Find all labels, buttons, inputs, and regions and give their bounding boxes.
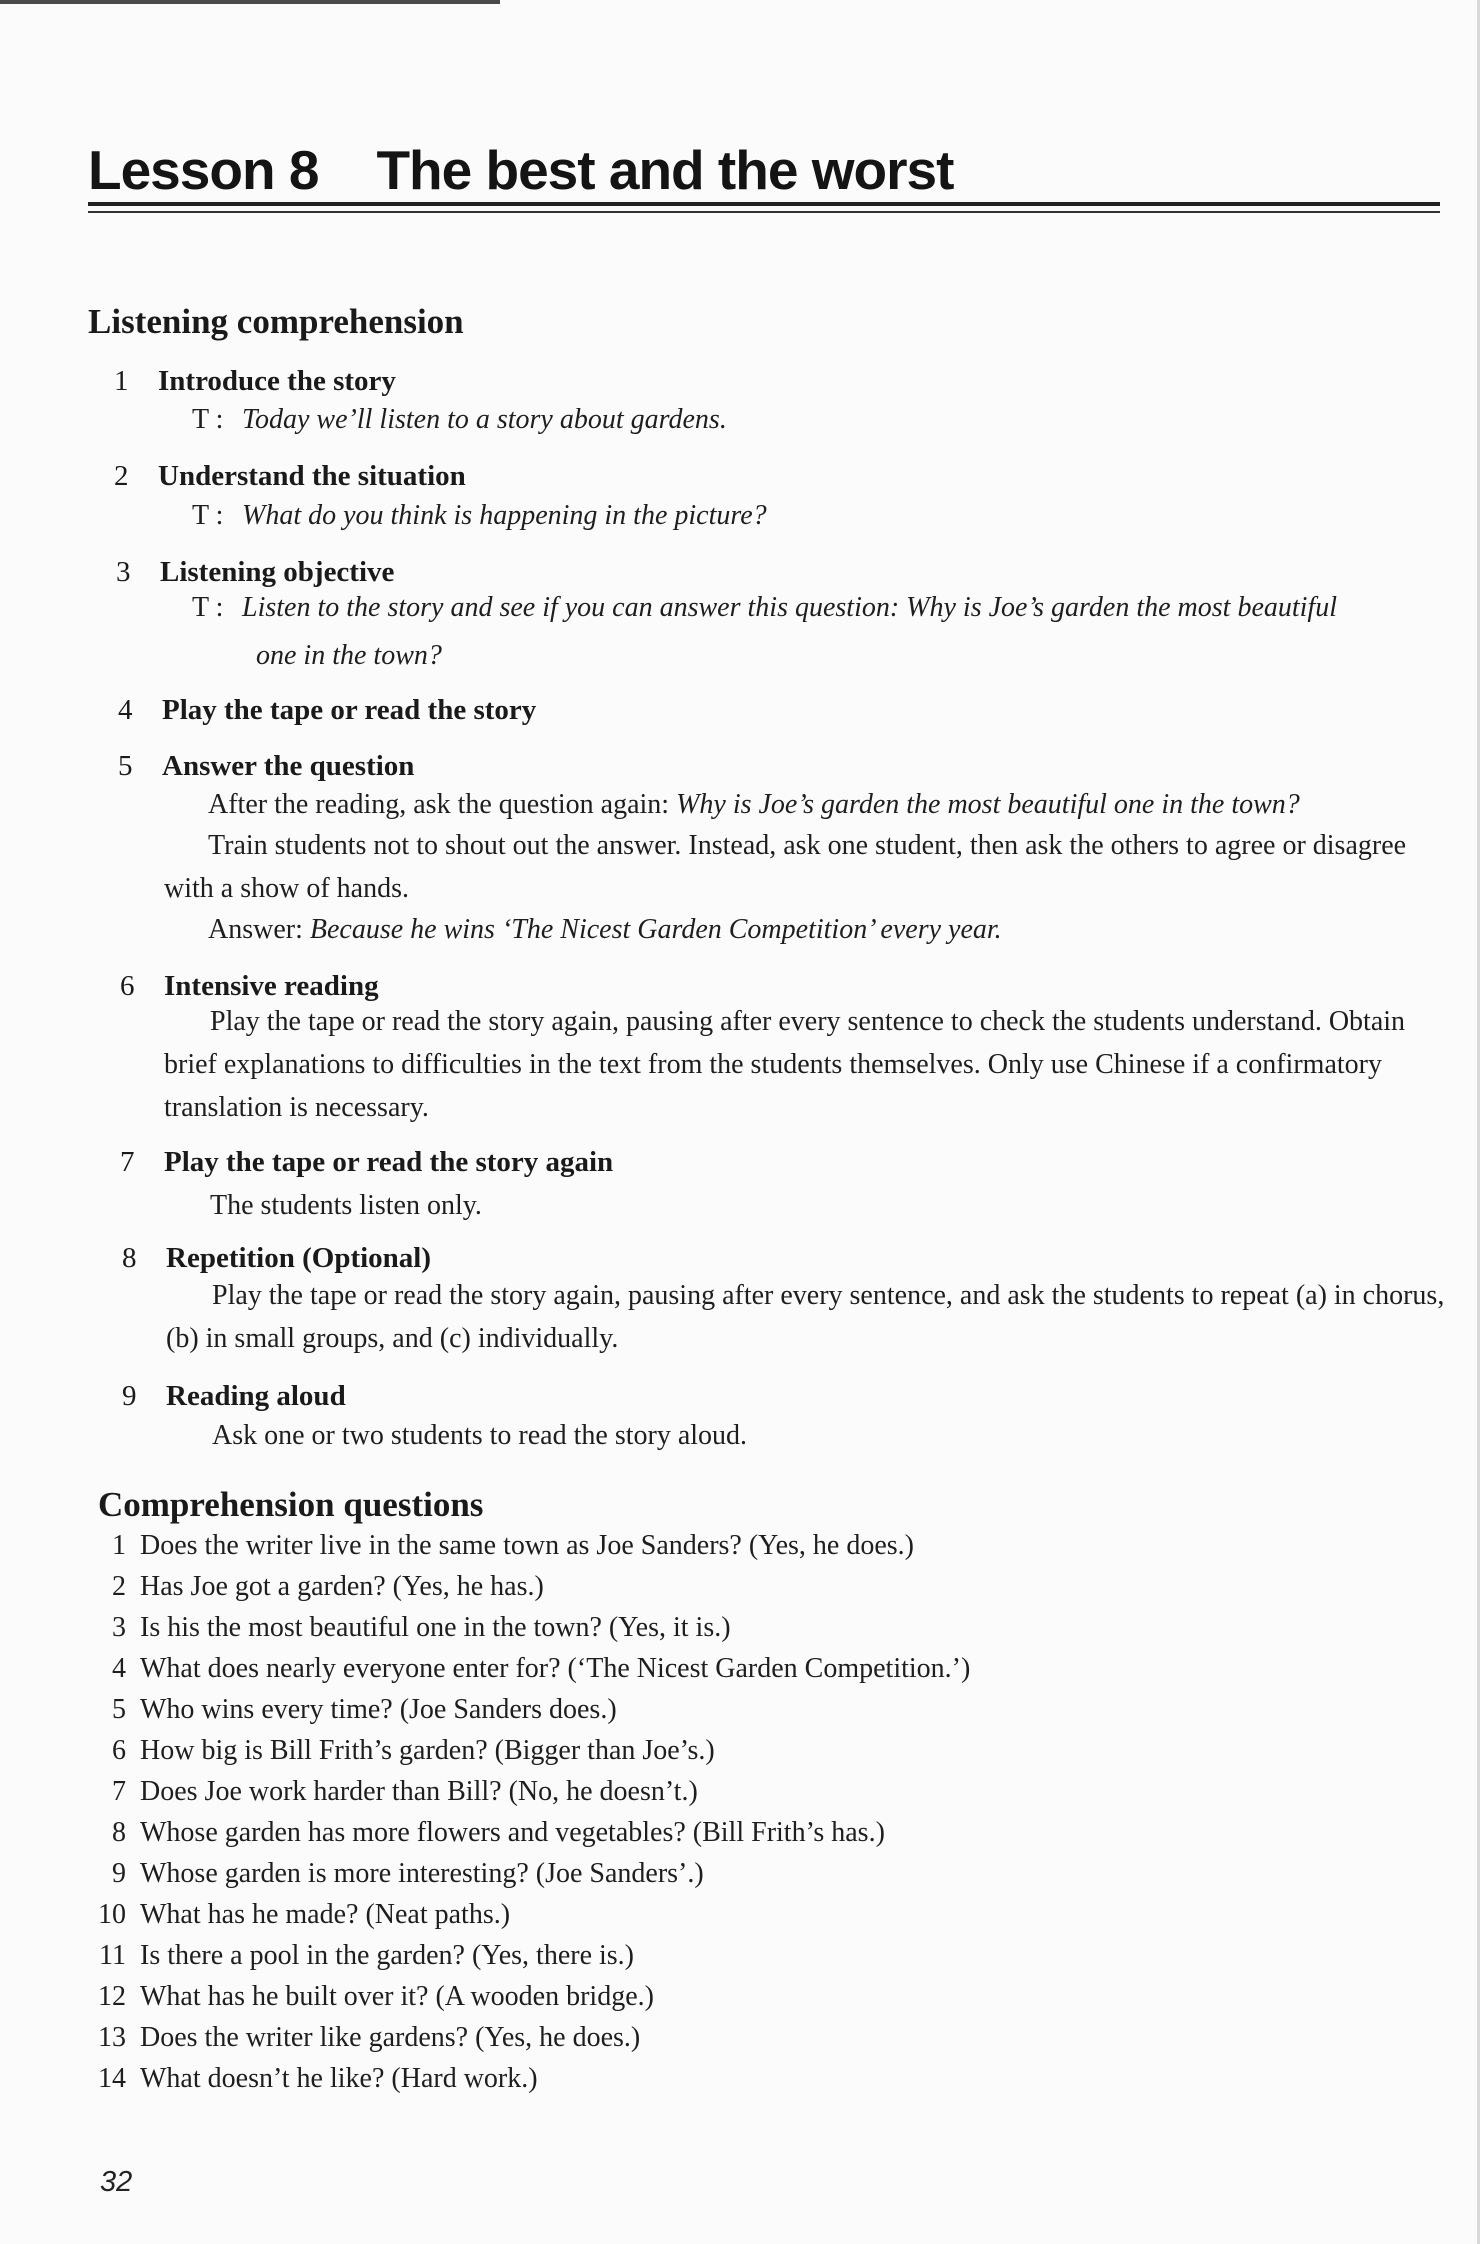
step-number: 8 <box>122 1242 137 1274</box>
question-item <box>80 1612 731 1644</box>
step-label: Play the tape or read the story again <box>164 1146 614 1178</box>
lesson-title <box>88 138 953 202</box>
step-label: Listening objective <box>160 556 395 588</box>
question-item <box>80 1981 654 2013</box>
paragraph-text: After the reading, ask the question again: <box>208 789 677 820</box>
step-label: Understand the situation <box>158 460 466 492</box>
step-8 <box>122 1242 431 1275</box>
step-6 <box>120 970 379 1003</box>
question-number: 5 <box>112 1694 126 1725</box>
step-label: Intensive reading <box>164 970 379 1002</box>
question-text: Is his the most beautiful one in the town? (Yes, it is.) <box>140 1612 731 1643</box>
step-9 <box>122 1380 346 1413</box>
question-item <box>80 1776 698 1808</box>
question-number: 6 <box>112 1735 126 1766</box>
step-number: 1 <box>114 365 129 397</box>
question-text: Does the writer like gardens? (Yes, he does.) <box>140 2022 641 2053</box>
teacher-line <box>192 404 727 436</box>
step-paragraph: Play the tape or read the story again, pausing after every sentence, and ask the students to repeat (a) in chorus, (b) in small groups, and (c) individually. <box>166 1280 1445 1354</box>
question-number: 10 <box>98 1899 126 1930</box>
listening-heading: Listening comprehension <box>88 302 464 341</box>
step-3 <box>116 556 394 589</box>
step-number: 4 <box>118 694 133 726</box>
step-paragraph: Ask one or two students to read the story aloud. <box>212 1420 748 1451</box>
question-item <box>80 2022 640 2054</box>
question-item <box>80 1858 704 1890</box>
teacher-line-continued <box>256 640 442 672</box>
question-number: 14 <box>98 2063 126 2094</box>
question-number: 7 <box>112 1776 126 1807</box>
question-text: Is there a pool in the garden? (Yes, there is.) <box>140 1940 635 1971</box>
question-number: 11 <box>99 1940 126 1971</box>
step-5 <box>118 750 414 783</box>
step-number: 9 <box>122 1380 137 1412</box>
step-number: 3 <box>116 556 131 588</box>
question-item <box>80 1940 634 1972</box>
teacher-label: T : <box>192 592 224 623</box>
step-paragraph: The students listen only. <box>210 1190 482 1221</box>
question-item <box>80 1530 914 1562</box>
question-item <box>80 1653 970 1685</box>
page-number: 32 <box>100 2166 133 2198</box>
step-2 <box>114 460 466 493</box>
step-paragraph <box>208 908 1448 951</box>
question-item <box>80 2063 538 2095</box>
question-text: How big is Bill Frith’s garden? (Bigger than Joe’s.) <box>140 1735 715 1766</box>
question-number: 3 <box>112 1612 126 1643</box>
teacher-label: T : <box>192 500 224 531</box>
scan-top-edge <box>0 0 500 4</box>
question-number: 4 <box>112 1653 126 1684</box>
question-number: 8 <box>112 1817 126 1848</box>
step-paragraph: Train students not to shout out the answer. Instead, ask one student, then ask the others to agree or disagree with a show of hands. <box>164 830 1407 904</box>
paragraph-italic: Because he wins ‘The Nicest Garden Competition’ every year. <box>309 914 1002 945</box>
question-text: Whose garden has more flowers and vegetables? (Bill Frith’s has.) <box>140 1817 885 1848</box>
step-1 <box>114 365 396 398</box>
question-number: 2 <box>112 1571 126 1602</box>
step-number: 2 <box>114 460 129 492</box>
paragraph-italic: Why is Joe’s garden the most beautiful one in the town? <box>676 789 1300 820</box>
teacher-speech: Listen to the story and see if you can answer this question: Why is Joe’s garden the most beautiful <box>242 592 1337 623</box>
paragraph-text: Answer: <box>208 914 310 945</box>
question-text: Does the writer live in the same town as Joe Sanders? (Yes, he does.) <box>140 1530 914 1561</box>
question-number: 13 <box>98 2022 126 2053</box>
step-number: 5 <box>118 750 133 782</box>
question-number: 1 <box>112 1530 126 1561</box>
question-text: What does nearly everyone enter for? (‘The Nicest Garden Competition.’) <box>140 1653 971 1684</box>
step-label: Play the tape or read the story <box>162 694 537 726</box>
step-label: Repetition (Optional) <box>166 1242 432 1274</box>
question-item <box>80 1735 715 1767</box>
title-rule-thick <box>88 202 1440 206</box>
question-text: Whose garden is more interesting? (Joe Sanders’.) <box>140 1858 704 1889</box>
question-item <box>80 1694 617 1726</box>
lesson-number: Lesson 8 <box>88 139 319 201</box>
question-number: 9 <box>112 1858 126 1889</box>
question-text: What has he built over it? (A wooden bridge.) <box>140 1981 654 2012</box>
question-text: Has Joe got a garden? (Yes, he has.) <box>140 1571 544 1602</box>
teacher-line <box>192 592 1337 624</box>
teacher-speech: Today we’ll listen to a story about gardens. <box>242 404 727 435</box>
comprehension-heading: Comprehension questions <box>98 1485 484 1524</box>
step-label: Answer the question <box>162 750 415 782</box>
step-number: 7 <box>120 1146 135 1178</box>
step-paragraph <box>208 783 1448 826</box>
lesson-name: The best and the worst <box>376 139 954 201</box>
question-text: Does Joe work harder than Bill? (No, he doesn’t.) <box>140 1776 698 1807</box>
title-rule-thin <box>88 211 1440 213</box>
teacher-label: T : <box>192 404 224 435</box>
step-label: Introduce the story <box>158 365 396 397</box>
step-number: 6 <box>120 970 135 1002</box>
step-7 <box>120 1146 613 1179</box>
question-item <box>80 1899 510 1931</box>
step-label: Reading aloud <box>166 1380 346 1412</box>
question-text: What doesn’t he like? (Hard work.) <box>140 2063 538 2094</box>
teacher-speech: What do you think is happening in the picture? <box>242 500 767 531</box>
question-text: What has he made? (Neat paths.) <box>140 1899 511 1930</box>
question-item <box>80 1817 885 1849</box>
question-text: Who wins every time? (Joe Sanders does.) <box>140 1694 617 1725</box>
step-paragraph: Play the tape or read the story again, pausing after every sentence to check the students understand. Obtain brief explanations to difficulties in the text from the students themselves. Only use Chinese if a confirmatory translation is necessary. <box>164 1006 1406 1123</box>
teacher-line <box>192 500 767 532</box>
step-4 <box>118 694 536 727</box>
question-item <box>80 1571 544 1603</box>
question-number: 12 <box>98 1981 126 2012</box>
teacher-speech: one in the town? <box>256 640 442 671</box>
